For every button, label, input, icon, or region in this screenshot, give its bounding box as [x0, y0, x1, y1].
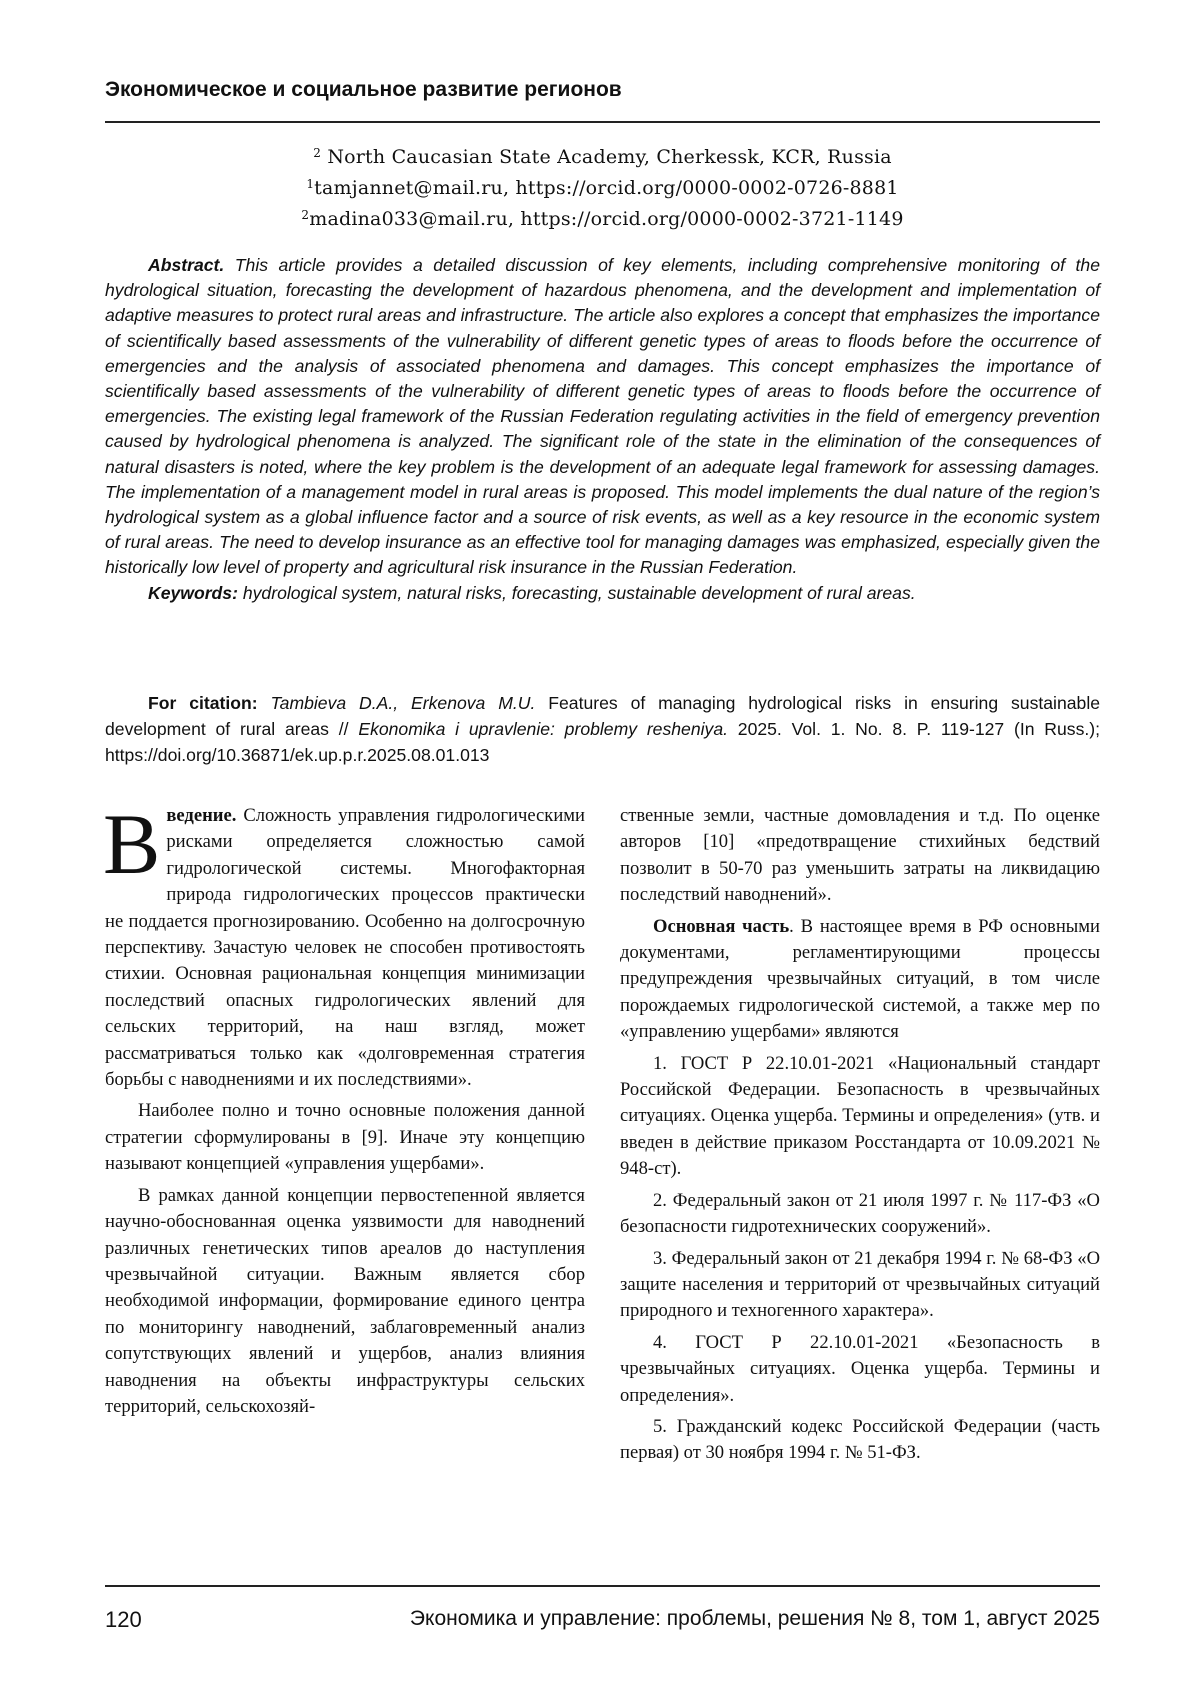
intro-label: ведение. — [166, 805, 236, 826]
affiliation-line — [105, 140, 1100, 171]
section-header: Экономическое и социальное развитие регионов — [105, 78, 622, 102]
citation-title: Features of managing hydrological risks in ensuring sustainable development of rural areas // — [105, 693, 1100, 739]
abstract-text: This article provides a detailed discussion of key elements, including comprehensive monitoring of the hydrological situation, forecasting the development of hazardous phenomena, and the development and implementation of adaptive measures to protect rural areas and infrastructure. The article also explores a concept that emphasizes the importance of scientifically based assessments of the vulnerability of different genetic types of areas to floods before the occurrence of emergencies and the analysis of associated phenomena and damages. This concept emphasizes the importance of scientifically based assessments of the vulnerability of different genetic types of areas to floods before the occurrence of emergencies. The existing legal framework of the Russian Federation regulating activities in the field of emergency prevention caused by hydrological phenomena is analyzed. The significant role of the state in the elimination of the consequences of natural disasters is noted, where the key problem is the development of an adequate legal framework for assessing damages. The implementation of a management model in rural areas is proposed. This model implements the dual nature of the region’s hydrological system as a global influence factor and a source of risk events, as well as a key resource in the economic system of rural areas. The need to develop insurance as an effective tool for managing damages was emphasized, especially given the historically low level of property and agricultural risk insurance in the Russian Federation. — [105, 255, 1100, 577]
paragraph: ственные земли, частные домовладения и т.д. По оценке авторов [10] «предотвращение стихийных бедствий позволит в 50-70 раз уменьшить затраты на ликвидацию последствий наводнений». — [620, 803, 1100, 909]
affiliation-text: North Caucasian State Academy, Cherkessk, KCR, Russia — [327, 146, 891, 168]
left-column — [105, 803, 585, 1425]
list-item: 3. Федеральный закон от 21 декабря 1994 г. № 68-ФЗ «О защите населения и территорий от чрезвычайных ситуаций природного и техногенного характера». — [620, 1246, 1100, 1325]
header-rule — [105, 121, 1100, 123]
citation-details: 2025. Vol. 1. No. 8. P. 119-127 (In Russ.); https://doi.org/10.36871/ek.up.p.r.2025.08.01.013 — [105, 719, 1100, 765]
email-orcid-text[interactable]: tamjannet@mail.ru, https://orcid.org/0000-0002-0726-8881 — [314, 177, 899, 199]
superscript: 1 — [306, 177, 314, 191]
paragraph: В рамках данной концепции первостепенной является научно-обоснованная оценка уязвимости для наводнений различных генетических типов ареалов до наступления чрезвычайной ситуации. Важным является сбор необходимой информации, формирование единого центра по мониторингу наводнений, заблаговременный анализ сопутствующих явлений и ущербов, анализ влияния наводнения на объекты инфраструктуры сельских территорий, сельскохозяй- — [105, 1183, 585, 1421]
email-orcid-text[interactable]: madina033@mail.ru, https://orcid.org/0000-0002-3721-1149 — [309, 208, 903, 230]
email-line — [105, 202, 1100, 233]
affiliations — [105, 140, 1100, 233]
footer-rule — [105, 1585, 1100, 1587]
intro-text: Сложность управления гидрологическими рисками определяется сложностью самой гидрологической системы. Многофакторная природа гидрологических процессов практически не поддается прогнозированию. Особенно на долгосрочную перспективу. Зачастую человек не способен противостоять стихии. Основная рациональная концепция минимизации последствий опасных гидрологических явлений для сельских территорий, на наш взгляд, может рассматриваться только как «долговременная стратегия борьбы с наводнениями и их последствиями». — [105, 805, 585, 1090]
list-item: 1. ГОСТ Р 22.10.01-2021 «Национальный стандарт Российской Федерации. Безопасность в чрезвычайных ситуациях. Оценка ущерба. Термины и определения» (утв. и введен в действие приказом Росстандарта от 10.09.2021 № 948-ст). — [620, 1051, 1100, 1183]
main-part-label: Основная часть — [653, 916, 789, 937]
keywords-text: hydrological system, natural risks, forecasting, sustainable development of rural areas. — [243, 583, 916, 603]
main-part-text: . В настоящее время в РФ основными документами, регламентирующими процессы предупреждения чрезвычайных ситуаций, в том числе порождаемых гидрологической системой, а также мер по «управлению ущербами» являются — [620, 916, 1100, 1043]
citation-label: For citation: — [148, 693, 258, 713]
right-column — [620, 803, 1100, 1472]
list-item: 2. Федеральный закон от 21 июля 1997 г. № 117-ФЗ «О безопасности гидротехнических сооружений». — [620, 1188, 1100, 1241]
abstract — [105, 253, 1100, 606]
email-line — [105, 171, 1100, 202]
drop-cap: В — [103, 809, 160, 885]
abstract-label: Abstract. — [148, 255, 224, 275]
citation — [105, 690, 1100, 768]
superscript: 2 — [301, 208, 309, 222]
citation-journal: Ekonomika i upravlenie: problemy resheniya. — [358, 719, 728, 739]
superscript: 2 — [313, 146, 321, 160]
page-number: 120 — [105, 1607, 142, 1633]
list-item: 4. ГОСТ Р 22.10.01-2021 «Безопасность в чрезвычайных ситуациях. Оценка ущерба. Термины и определения». — [620, 1330, 1100, 1409]
citation-authors: Tambieva D.A., Erkenova M.U. — [271, 693, 536, 713]
paragraph: Наиболее полно и точно основные положения данной стратегии сформулированы в [9]. Иначе эту концепцию называют концепцией «управления ущербами». — [105, 1098, 585, 1177]
keywords-label: Keywords: — [148, 583, 238, 603]
journal-footer: Экономика и управление: проблемы, решения № 8, том 1, август 2025 — [410, 1607, 1100, 1631]
list-item: 5. Гражданский кодекс Российской Федерации (часть первая) от 30 ноября 1994 г. № 51-ФЗ. — [620, 1414, 1100, 1467]
